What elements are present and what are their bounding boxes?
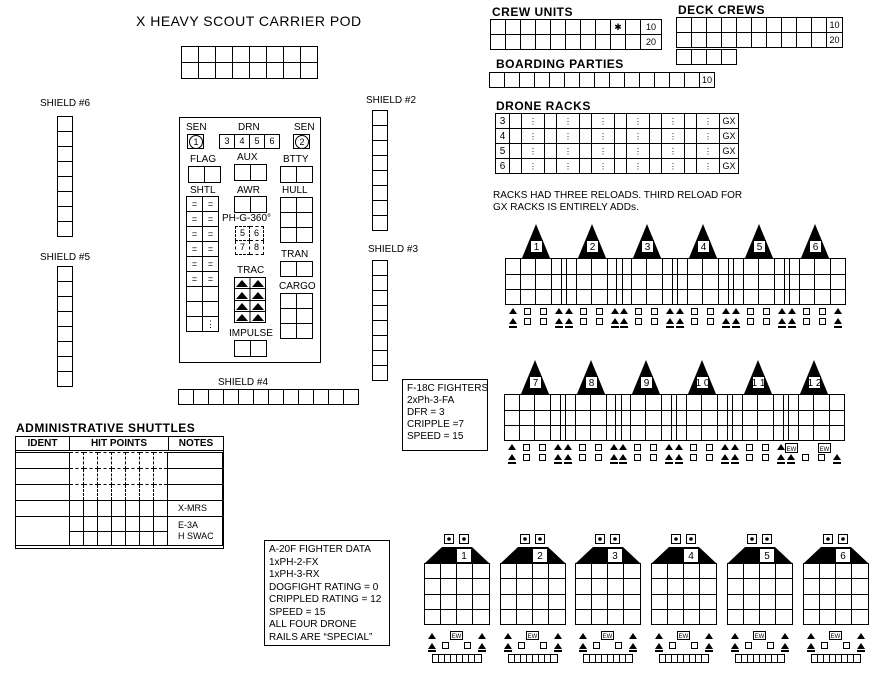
fighter-number: 6 <box>812 242 819 253</box>
rack-slot[interactable]: ⋮ <box>627 144 650 159</box>
rack-row-number: 4 <box>496 129 510 144</box>
a20-fighter-icon[interactable] <box>727 533 793 665</box>
fighter-icon[interactable] <box>783 358 845 468</box>
phaser-boxes[interactable]: 5 6 7 8 <box>235 226 264 255</box>
flag-boxes[interactable] <box>188 166 221 183</box>
rack-slot[interactable]: ⋮ <box>697 114 720 129</box>
ew-label: EW <box>451 634 462 640</box>
rack-slot[interactable]: ⋮ <box>627 114 650 129</box>
fighter-icon[interactable] <box>616 222 678 332</box>
rack-slot[interactable] <box>545 144 557 159</box>
a20-fighter-icon[interactable] <box>424 533 490 665</box>
rack-slot[interactable]: ⋮ <box>697 159 720 174</box>
sen-right-label: SEN <box>294 122 315 133</box>
rack-slot[interactable]: ⋮ <box>592 129 615 144</box>
rack-slot[interactable]: ⋮ <box>592 144 615 159</box>
a20f-info-panel <box>264 540 390 646</box>
f18c-line: DFR = 3 <box>407 407 445 418</box>
aux-boxes[interactable] <box>234 164 267 181</box>
tran-boxes[interactable] <box>280 261 313 277</box>
rack-slot[interactable] <box>510 114 522 129</box>
drone-racks-label: DRONE RACKS <box>496 99 591 113</box>
aux-label: AUX <box>237 152 258 163</box>
rack-slot[interactable]: ⋮ <box>522 144 545 159</box>
fighter-number: 4 <box>700 242 707 253</box>
rack-gx-label: GX <box>720 129 739 144</box>
rack-slot[interactable]: ⋮ <box>522 159 545 174</box>
btty-boxes[interactable] <box>280 166 313 183</box>
rack-slot[interactable] <box>615 144 627 159</box>
rack-slot[interactable] <box>545 114 557 129</box>
fighter-icon[interactable] <box>505 222 567 332</box>
crew-units-label: CREW UNITS <box>492 5 573 19</box>
shield-4-label: SHIELD #4 <box>218 377 269 388</box>
a20f-line: CRIPPLED RATING = 12 <box>269 594 382 605</box>
boarding-parties-boxes[interactable]: 10 <box>489 72 715 88</box>
fighter-icon[interactable] <box>615 358 677 468</box>
fighter-icon[interactable] <box>672 222 734 332</box>
fighter-number: 7 <box>532 378 539 389</box>
sen-left-label: SEN <box>186 122 207 133</box>
rack-row-number: 6 <box>496 159 510 174</box>
shield-4-boxes[interactable] <box>178 389 359 405</box>
drn-label: DRN <box>238 122 260 133</box>
impulse-boxes[interactable] <box>234 340 267 357</box>
shield-2-boxes[interactable] <box>372 110 388 231</box>
rack-slot[interactable]: ⋮ <box>557 159 580 174</box>
rack-slot[interactable]: ⋮ <box>697 129 720 144</box>
ph-label: PH-G-360° <box>222 213 272 224</box>
flag-label: FLAG <box>190 154 217 165</box>
note-hswac: H SWAC <box>178 531 214 541</box>
rack-slot[interactable]: ⋮ <box>557 144 580 159</box>
fighter-icon[interactable] <box>561 222 623 332</box>
awr-boxes[interactable] <box>234 196 267 213</box>
rack-slot[interactable]: ⋮ <box>557 129 580 144</box>
rack-slot[interactable]: ⋮ <box>662 114 685 129</box>
hull-boxes[interactable] <box>280 197 313 243</box>
ident-header: IDENT <box>15 436 70 451</box>
cargo-label: CARGO <box>279 281 316 292</box>
shield-5-boxes[interactable] <box>57 266 73 387</box>
a20-fighter-number: 1 <box>461 551 467 562</box>
drn-boxes[interactable]: 3 4 5 6 <box>219 134 280 149</box>
fighter-icon[interactable] <box>728 222 790 332</box>
a20f-line: 1xPH-3-RX <box>269 569 320 580</box>
rack-slot[interactable]: ⋮ <box>522 114 545 129</box>
ew-label: EW <box>830 634 841 640</box>
tran-label: TRAN <box>281 249 309 260</box>
a20f-line: A-20F FIGHTER DATA <box>269 544 371 555</box>
rack-slot[interactable] <box>615 129 627 144</box>
a20-fighter-number: 6 <box>840 551 846 562</box>
ew-label: EW <box>754 634 765 640</box>
fighter-icon[interactable] <box>504 358 566 468</box>
trac-label: TRAC <box>237 265 265 276</box>
ew-label: EW <box>786 447 797 453</box>
rack-slot[interactable]: ⋮ <box>627 129 650 144</box>
rack-slot[interactable] <box>510 129 522 144</box>
a20-fighter-icon[interactable] <box>803 533 869 665</box>
fighter-icon[interactable] <box>784 222 846 332</box>
page-title: X HEAVY SCOUT CARRIER POD <box>136 13 362 29</box>
a20-fighter-number: 3 <box>612 551 618 562</box>
btty-label: BTTY <box>283 154 309 165</box>
rack-slot[interactable] <box>545 129 557 144</box>
a20-fighter-icon[interactable] <box>500 533 566 665</box>
shield-6-label: SHIELD #6 <box>40 98 91 109</box>
rack-slot[interactable]: ⋮ <box>592 159 615 174</box>
shield-6-boxes[interactable] <box>57 116 73 237</box>
deck-crews-extra-boxes[interactable] <box>676 49 737 65</box>
fighter-number: 1 0 <box>695 378 710 389</box>
rack-slot[interactable] <box>615 114 627 129</box>
fighter-number: 5 <box>756 242 763 253</box>
rack-slot[interactable] <box>650 159 662 174</box>
shield-3-boxes[interactable] <box>372 260 388 381</box>
fighter-number: 3 <box>644 242 651 253</box>
rack-slot[interactable]: ⋮ <box>627 159 650 174</box>
fighter-number: 8 <box>588 378 595 389</box>
a20-fighter-number: 2 <box>537 551 543 562</box>
ew-label: EW <box>602 634 613 640</box>
hit-points-header: HIT POINTS <box>69 436 169 451</box>
rack-slot[interactable] <box>510 144 522 159</box>
ew-label: EW <box>527 634 538 640</box>
rack-row-number: 3 <box>496 114 510 129</box>
rack-slot[interactable] <box>615 159 627 174</box>
rack-slot[interactable]: ⋮ <box>662 144 685 159</box>
sensor-2-circle: 2 <box>295 135 309 149</box>
a20f-line: 1xPH-2-FX <box>269 556 319 568</box>
pod-boxes[interactable] <box>181 46 318 79</box>
racks-note-line1: RACKS HAD THREE RELOADS. THIRD RELOAD FOR <box>493 190 743 201</box>
drone-racks-grid[interactable] <box>495 113 739 174</box>
hull-label: HULL <box>282 185 308 196</box>
shield-5-label: SHIELD #5 <box>40 252 91 263</box>
fighter-number: 9 <box>643 378 650 389</box>
shuttle-bays[interactable]: = = = = = = = = = = = = ⋮ <box>186 196 219 332</box>
shtl-label: SHTL <box>190 185 216 196</box>
rack-slot[interactable] <box>685 144 697 159</box>
a20-fighter-icon[interactable] <box>575 533 641 665</box>
boarding-parties-label: BOARDING PARTIES <box>496 57 624 71</box>
a20f-line: DOGFIGHT RATING = 0 <box>269 581 379 593</box>
fighter-icon[interactable] <box>727 358 789 468</box>
rack-gx-label: GX <box>720 114 739 129</box>
fighter-number: 2 <box>589 242 596 253</box>
rack-slot[interactable] <box>685 114 697 129</box>
rack-slot[interactable] <box>510 159 522 174</box>
rack-slot[interactable] <box>650 144 662 159</box>
rack-slot[interactable] <box>545 159 557 174</box>
shield-2-label: SHIELD #2 <box>366 95 417 106</box>
rack-slot[interactable]: ⋮ <box>522 129 545 144</box>
impulse-label: IMPULSE <box>229 328 273 339</box>
fighter-icon[interactable] <box>560 358 622 468</box>
admin-shuttles-label: ADMINISTRATIVE SHUTTLES <box>16 421 196 435</box>
note-e3a: E-3A <box>178 520 199 530</box>
fighter-number: 1 <box>533 242 540 253</box>
rack-slot[interactable]: ⋮ <box>662 159 685 174</box>
a20f-line: RAILS ARE “SPECIAL” <box>269 631 373 643</box>
rack-slot[interactable] <box>685 129 697 144</box>
rack-slot[interactable] <box>580 114 592 129</box>
deck-crews-boxes[interactable]: 10 20 <box>676 17 843 48</box>
fighter-icon[interactable] <box>671 358 733 468</box>
rack-row-number: 5 <box>496 144 510 159</box>
a20f-line: ALL FOUR DRONE <box>269 619 357 630</box>
fighter-number: 1 1 <box>751 378 766 389</box>
crew-units-boxes[interactable]: ✱ 10 20 <box>490 19 662 50</box>
a20-fighter-number: 4 <box>688 551 694 562</box>
f18c-line: F-18C FIGHTERS <box>407 383 489 394</box>
tractor-boxes[interactable] <box>234 277 266 323</box>
rack-slot[interactable] <box>650 129 662 144</box>
notes-header: NOTES <box>168 436 224 451</box>
rack-slot[interactable] <box>650 114 662 129</box>
a20-fighter-number: 5 <box>764 551 770 562</box>
rack-slot[interactable]: ⋮ <box>557 114 580 129</box>
ew-label: EW <box>678 634 689 640</box>
admin-shuttle-rows[interactable]: X-MRS E-3A H SWAC <box>15 452 223 546</box>
a20-fighter-icon[interactable] <box>651 533 717 665</box>
fighter-number: 1 2 <box>807 378 822 389</box>
f18c-line: SPEED = 15 <box>407 431 464 442</box>
rack-gx-label: GX <box>720 159 739 174</box>
a20f-line: SPEED = 15 <box>269 606 326 618</box>
sensor-1-circle: 1 <box>189 135 203 149</box>
shield-3-label: SHIELD #3 <box>368 244 419 255</box>
rack-slot[interactable]: ⋮ <box>697 144 720 159</box>
f18c-line: 2xPh-3-FA <box>407 395 455 406</box>
rack-slot[interactable]: ⋮ <box>662 129 685 144</box>
rack-slot[interactable]: ⋮ <box>592 114 615 129</box>
rack-gx-label: GX <box>720 144 739 159</box>
awr-label: AWR <box>237 185 260 196</box>
ew-label: EW <box>819 447 830 453</box>
rack-slot[interactable] <box>580 159 592 174</box>
rack-slot[interactable] <box>580 144 592 159</box>
rack-slot[interactable] <box>685 159 697 174</box>
racks-note-line2: GX RACKS IS ENTIRELY ADDs. <box>493 202 639 213</box>
deck-crews-label: DECK CREWS <box>678 3 766 17</box>
cargo-boxes[interactable] <box>280 293 313 339</box>
rack-slot[interactable] <box>580 129 592 144</box>
f18c-line: CRIPPLE =7 <box>407 419 464 430</box>
f18c-info-panel <box>402 379 488 451</box>
